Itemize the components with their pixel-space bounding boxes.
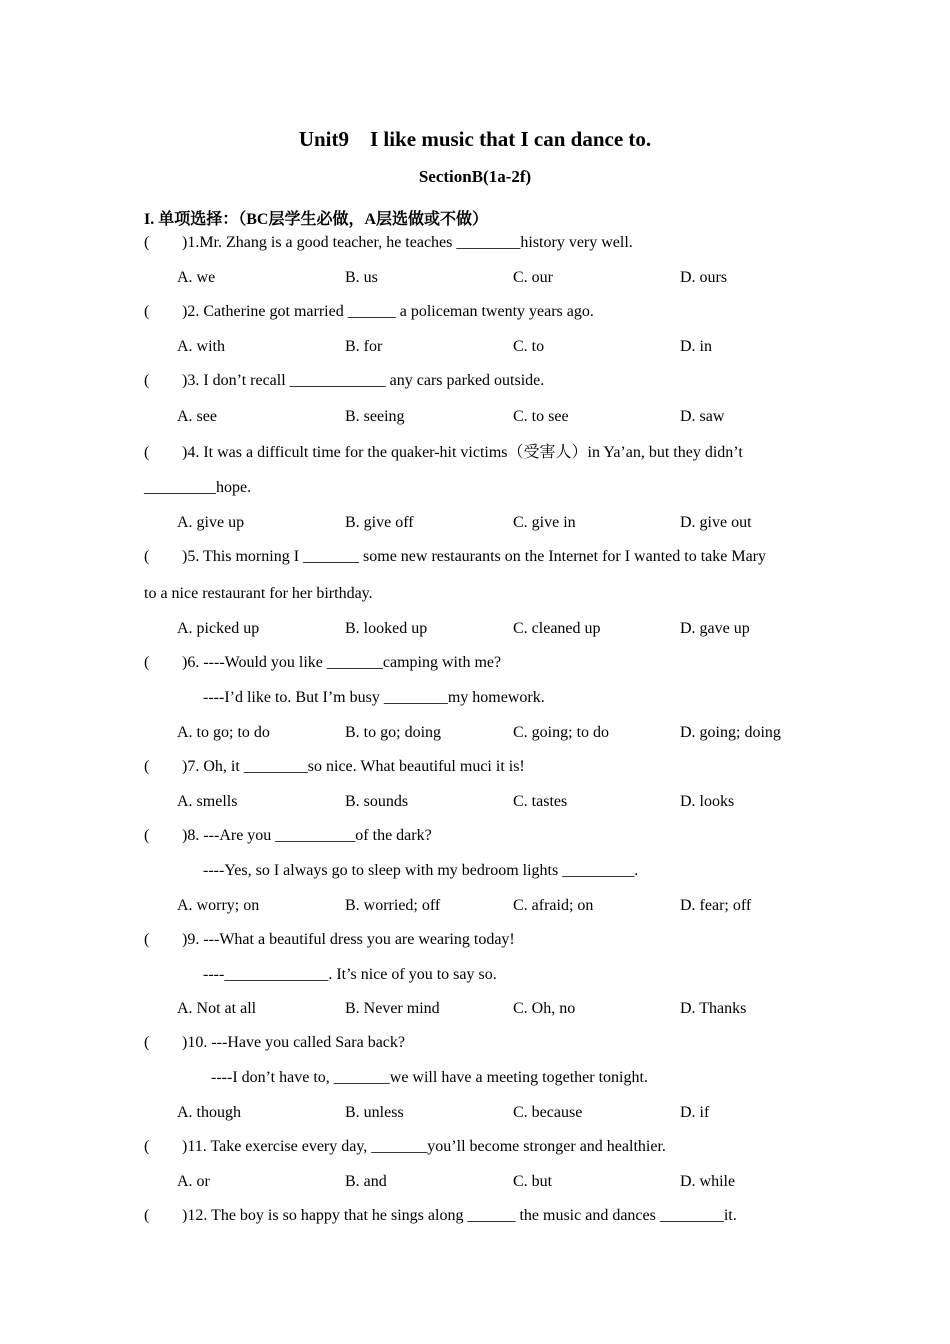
answer-paren: (: [144, 1034, 150, 1051]
option-d: D. Thanks: [680, 1000, 747, 1017]
question-1: [144, 233, 633, 253]
option-c: C. because: [513, 1104, 583, 1121]
option-c: C. Oh, no: [513, 1000, 576, 1017]
option-d: D. gave up: [680, 620, 750, 637]
question-4: [144, 443, 743, 463]
page-title: Unit9 I like music that I can dance to.: [298, 127, 652, 151]
question-stem: )12. The boy is so happy that he sings along ______ the music and dances ________it.: [182, 1207, 737, 1224]
question-stem: )3. I don’t recall ____________ any cars parked outside.: [182, 372, 545, 389]
option-c: C. afraid; on: [513, 897, 594, 914]
answer-paren: (: [144, 444, 150, 461]
question-2: [144, 302, 594, 322]
option-c: C. give in: [513, 514, 576, 531]
question-stem: )6. ----Would you like _______camping with me?: [182, 654, 502, 671]
option-a: A. smells: [177, 793, 238, 810]
option-c: C. but: [513, 1173, 553, 1190]
answer-paren: (: [144, 1207, 150, 1224]
section-heading: I. 单项选择：（BC层学生必做，A层选做或不做）: [144, 211, 489, 228]
option-b: B. for: [345, 338, 383, 355]
answer-paren: (: [144, 1138, 150, 1155]
question-12: [144, 1206, 737, 1226]
question-reply: ----I’d like to. But I’m busy ________my homework.: [203, 689, 545, 706]
option-b: B. Never mind: [345, 1000, 440, 1017]
answer-paren: (: [144, 758, 150, 775]
option-b: B. worried; off: [345, 897, 441, 914]
answer-paren: (: [144, 931, 150, 948]
question-stem: )7. Oh, it ________so nice. What beautiful muci it is!: [182, 758, 525, 775]
question-stem: )11. Take exercise every day, _______you’ll become stronger and healthier.: [182, 1138, 666, 1155]
answer-paren: (: [144, 234, 150, 251]
option-a: A. give up: [177, 514, 245, 531]
question-7: [144, 757, 525, 777]
question-11: [144, 1137, 666, 1157]
option-a: A. Not at all: [177, 1000, 257, 1017]
option-b: B. give off: [345, 514, 414, 531]
option-c: C. cleaned up: [513, 620, 601, 637]
option-b: B. and: [345, 1173, 387, 1190]
option-b: B. to go; doing: [345, 724, 442, 741]
answer-paren: (: [144, 303, 150, 320]
question-continuation: to a nice restaurant for her birthday.: [144, 585, 373, 602]
option-a: A. though: [177, 1104, 241, 1121]
option-a: A. to go; to do: [177, 724, 270, 741]
page-subtitle: SectionB(1a-2f): [418, 167, 532, 186]
option-c: C. our: [513, 269, 553, 286]
answer-paren: (: [144, 548, 150, 565]
question-stem: )10. ---Have you called Sara back?: [182, 1034, 405, 1051]
question-continuation: _________hope.: [144, 479, 252, 496]
option-d: D. going; doing: [680, 724, 781, 741]
question-stem: )1.Mr. Zhang is a good teacher, he teaches ________history very well.: [182, 234, 633, 251]
answer-paren: (: [144, 372, 150, 389]
option-c: C. tastes: [513, 793, 568, 810]
option-b: B. unless: [345, 1104, 404, 1121]
question-stem: )4. It was a difficult time for the quaker-hit victims（受害人）in Ya’an, but they didn’t: [182, 444, 743, 461]
answer-paren: (: [144, 827, 150, 844]
answer-paren: (: [144, 654, 150, 671]
question-reply: ----Yes, so I always go to sleep with my bedroom lights _________.: [203, 862, 639, 879]
option-d: D. while: [680, 1173, 736, 1190]
question-10: [144, 1033, 405, 1053]
option-c: C. to: [513, 338, 545, 355]
option-d: D. ours: [680, 269, 728, 286]
option-b: B. us: [345, 269, 378, 286]
option-b: B. sounds: [345, 793, 409, 810]
option-a: A. with: [177, 338, 225, 355]
option-a: A. or: [177, 1173, 210, 1190]
option-a: A. picked up: [177, 620, 260, 637]
option-d: D. in: [680, 338, 712, 355]
question-6: [144, 653, 501, 673]
question-stem: )2. Catherine got married ______ a policeman twenty years ago.: [182, 303, 594, 320]
option-c: C. to see: [513, 408, 569, 425]
option-a: A. see: [177, 408, 217, 425]
option-d: D. give out: [680, 514, 752, 531]
question-3: [144, 371, 544, 391]
question-9: [144, 930, 515, 950]
question-8: [144, 826, 432, 846]
question-stem: )8. ---Are you __________of the dark?: [182, 827, 432, 844]
question-reply: ----I don’t have to, _______we will have a meeting together tonight.: [211, 1069, 648, 1086]
option-b: B. seeing: [345, 408, 405, 425]
option-a: A. worry; on: [177, 897, 260, 914]
option-d: D. fear; off: [680, 897, 752, 914]
question-reply: ----_____________. It’s nice of you to say so.: [203, 966, 497, 983]
question-5: [144, 547, 766, 567]
option-c: C. going; to do: [513, 724, 610, 741]
question-stem: )5. This morning I _______ some new restaurants on the Internet for I wanted to take Mary: [182, 548, 766, 565]
question-stem: )9. ---What a beautiful dress you are wearing today!: [182, 931, 515, 948]
option-a: A. we: [177, 269, 216, 286]
option-d: D. saw: [680, 408, 725, 425]
option-d: D. looks: [680, 793, 735, 810]
option-d: D. if: [680, 1104, 710, 1121]
option-b: B. looked up: [345, 620, 428, 637]
